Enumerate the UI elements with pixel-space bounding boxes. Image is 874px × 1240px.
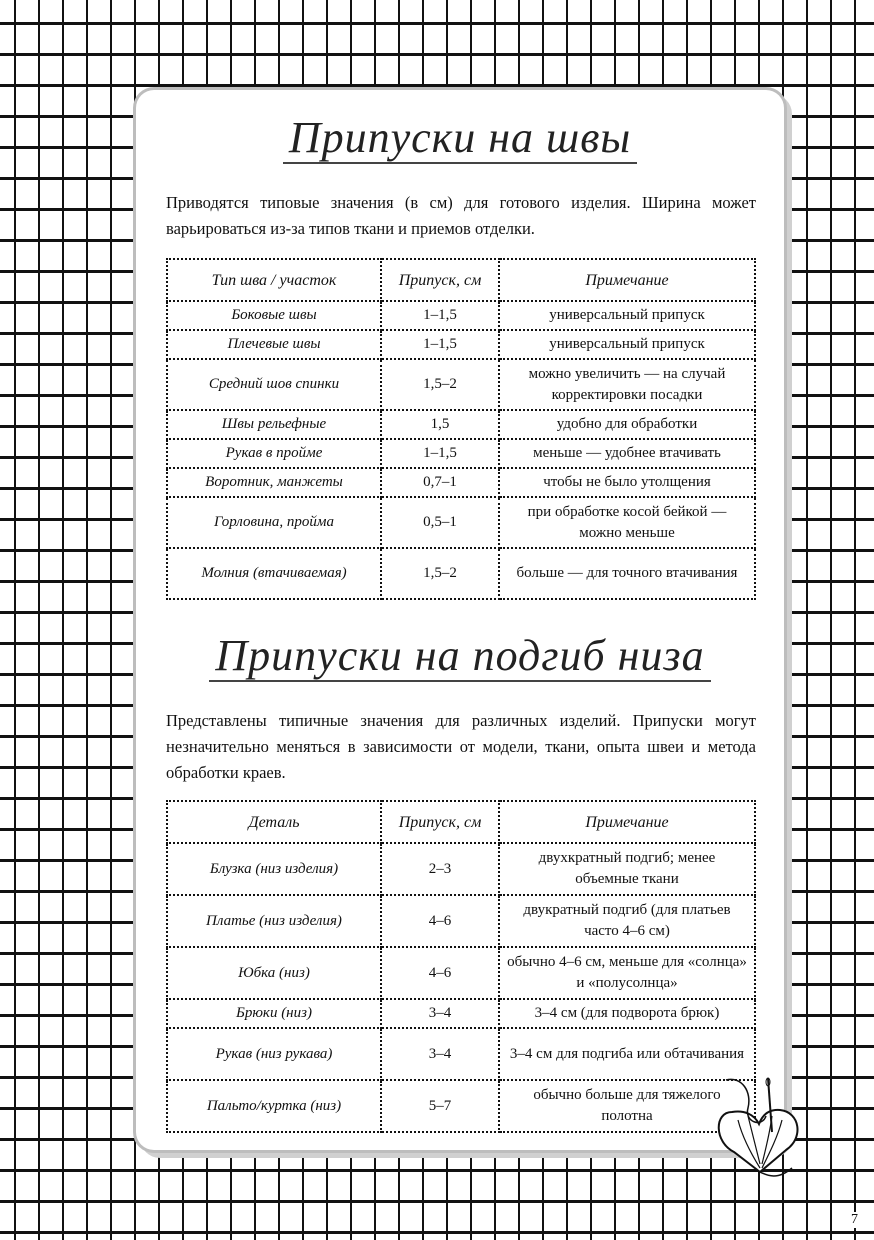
header-allowance: Припуск, см	[381, 259, 499, 301]
cell-part: Рукав (низ рукава)	[167, 1028, 381, 1080]
header-allowance: Припуск, см	[381, 801, 499, 843]
cell-allowance: 0,7–1	[381, 468, 499, 497]
cell-part: Рукав в пройме	[167, 439, 381, 468]
header-part: Деталь	[167, 801, 381, 843]
hem-allowance-table	[166, 800, 756, 1133]
table-row	[167, 947, 755, 999]
cell-part: Брюки (низ)	[167, 999, 381, 1028]
table-row	[167, 468, 755, 497]
content-card	[136, 90, 784, 1150]
cell-allowance: 4–6	[381, 947, 499, 999]
cell-allowance: 1,5–2	[381, 359, 499, 410]
cell-note: 3–4 см (для подворота брюк)	[499, 999, 755, 1028]
table-row	[167, 359, 755, 410]
page-number: 7	[851, 1212, 858, 1227]
section1-title: Припуски на швы	[136, 112, 784, 163]
cell-note: чтобы не было утолщения	[499, 468, 755, 497]
table-row	[167, 410, 755, 439]
cell-part: Блузка (низ изделия)	[167, 843, 381, 895]
cell-allowance: 4–6	[381, 895, 499, 947]
table-row	[167, 1080, 755, 1132]
table-row	[167, 1028, 755, 1080]
seam-allowance-table	[166, 258, 756, 600]
header-note: Примечание	[499, 801, 755, 843]
cell-note: меньше — удобнее втачивать	[499, 439, 755, 468]
table-row	[167, 895, 755, 947]
cell-allowance: 2–3	[381, 843, 499, 895]
cell-note: 3–4 см для подгиба или обтачивания	[499, 1028, 755, 1080]
cell-note: универсальный припуск	[499, 330, 755, 359]
cell-allowance: 1–1,5	[381, 330, 499, 359]
cell-allowance: 3–4	[381, 1028, 499, 1080]
cell-note: двукратный подгиб (для платьев часто 4–6 см)	[499, 895, 755, 947]
cell-part: Платье (низ изделия)	[167, 895, 381, 947]
cell-allowance: 1,5	[381, 410, 499, 439]
table-header-row	[167, 801, 755, 843]
cell-allowance: 1,5–2	[381, 548, 499, 599]
cell-note: обычно больше для тяжелого полотна	[499, 1080, 755, 1132]
cell-part: Средний шов спинки	[167, 359, 381, 410]
cell-note: удобно для обработки	[499, 410, 755, 439]
cell-note: при обработке косой бейкой — можно меньше	[499, 497, 755, 548]
cell-part: Молния (втачиваемая)	[167, 548, 381, 599]
cell-note: двухкратный подгиб; менее объемные ткани	[499, 843, 755, 895]
header-part: Тип шва / участок	[167, 259, 381, 301]
header-note: Примечание	[499, 259, 755, 301]
heart-needle-icon	[712, 1072, 804, 1182]
table-row	[167, 301, 755, 330]
cell-part: Воротник, манжеты	[167, 468, 381, 497]
cell-note: универсальный припуск	[499, 301, 755, 330]
cell-part: Плечевые швы	[167, 330, 381, 359]
table-row	[167, 497, 755, 548]
cell-part: Боковые швы	[167, 301, 381, 330]
table-row	[167, 843, 755, 895]
cell-allowance: 3–4	[381, 999, 499, 1028]
table-row	[167, 439, 755, 468]
section2-title: Припуски на подгиб низа	[136, 630, 784, 681]
cell-part: Горловина, пройма	[167, 497, 381, 548]
cell-part: Швы рельефные	[167, 410, 381, 439]
table-row	[167, 548, 755, 599]
section1-intro: Приводятся типовые значения (в см) для готового изделия. Ширина может варьироваться из-за типов ткани и приемов отделки.	[166, 193, 756, 238]
cell-allowance: 5–7	[381, 1080, 499, 1132]
table-row	[167, 330, 755, 359]
table-row	[167, 999, 755, 1028]
cell-allowance: 1–1,5	[381, 301, 499, 330]
cell-part: Пальто/куртка (низ)	[167, 1080, 381, 1132]
cell-part: Юбка (низ)	[167, 947, 381, 999]
section2-intro: Представлены типичные значения для различных изделий. Припуски могут незначительно меняться в зависимости от модели, ткани, опыта швеи и метода обработки краев.	[166, 711, 756, 782]
cell-allowance: 0,5–1	[381, 497, 499, 548]
cell-note: можно увеличить — на случай корректировки посадки	[499, 359, 755, 410]
cell-allowance: 1–1,5	[381, 439, 499, 468]
table-header-row	[167, 259, 755, 301]
cell-note: обычно 4–6 см, меньше для «солнца» и «полусолнца»	[499, 947, 755, 999]
cell-note: больше — для точного втачивания	[499, 548, 755, 599]
